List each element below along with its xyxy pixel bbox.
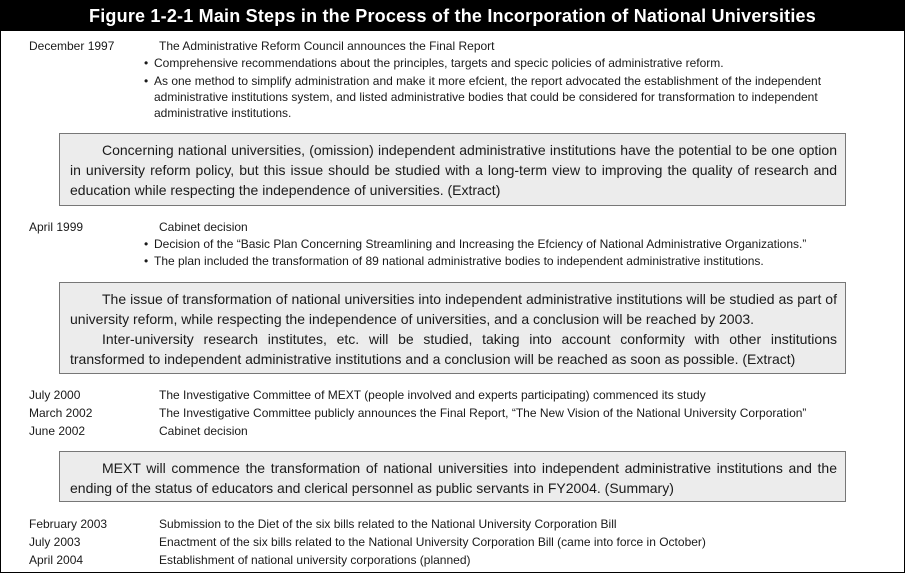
timeline-entry <box>1 405 904 421</box>
quote-box <box>59 282 846 374</box>
entry-event: Enactment of the six bills related to the National University Corporation Bill (came into force in October) <box>159 535 706 549</box>
quote-box <box>59 133 846 206</box>
bullet-item: • The plan included the transformation of 89 national administrative bodies to independent administrative institutions. <box>144 253 892 269</box>
entry-event: Establishment of national university corporations (planned) <box>159 553 471 567</box>
entry-event: Cabinet decision <box>159 424 248 438</box>
timeline-entry <box>1 387 904 403</box>
entry-date: July 2003 <box>29 535 81 549</box>
bullet-item: • Decision of the “Basic Plan Concerning Streamlining and Increasing the Efciency of National Administrative Organizations.” <box>144 236 892 252</box>
timeline-entry <box>1 552 904 568</box>
entry-date: July 2000 <box>29 388 81 402</box>
quote-text: Concerning national universities, (omission) independent administrative institutions have the potential to be one option in university reform policy, but this issue should be studied with a long-term view to improving the quality of research and education while respecting the independence of universities. (Extract) <box>70 142 837 198</box>
timeline-entry <box>1 38 904 54</box>
quote-box <box>59 451 846 502</box>
quote-text: MEXT will commence the transformation of national universities into independent administrative institutions and the ending of the status of educators and clerical personnel as public servants in FY2004. (Summary) <box>70 460 837 496</box>
bullet-item: • Comprehensive recommendations about the principles, targets and specic policies of administrative reform. <box>144 55 892 71</box>
bullet-item: • As one method to simplify administration and make it more efcient, the report advocated the establishment of the independent administrative institutions system, and listed administrative bodies that could be considered for transformation to independent administrative institutions. <box>144 73 892 121</box>
timeline-entry <box>1 534 904 550</box>
entry-date: February 2003 <box>29 517 108 531</box>
entry-date: April 1999 <box>29 220 84 234</box>
entry-event: Submission to the Diet of the six bills related to the National University Corporation Bill <box>159 517 617 531</box>
figure-content <box>1 31 904 568</box>
entry-bullets <box>1 55 904 121</box>
figure-title: Figure 1-2-1 Main Steps in the Process of the Incorporation of National Universities <box>1 1 904 31</box>
entry-event: The Investigative Committee publicly announces the Final Report, “The New Vision of the National University Corporation” <box>159 406 807 420</box>
entry-date: June 2002 <box>29 424 86 438</box>
entry-event: Cabinet decision <box>159 220 248 234</box>
entry-date: April 2004 <box>29 553 84 567</box>
entry-event: The Administrative Reform Council announces the Final Report <box>159 39 495 53</box>
timeline-entry <box>1 423 904 439</box>
timeline-entry <box>1 219 904 235</box>
entry-date: March 2002 <box>29 406 93 420</box>
entry-bullets <box>1 236 904 269</box>
entry-event: The Investigative Committee of MEXT (people involved and experts participating) commenced its study <box>159 388 706 402</box>
quote-text: The issue of transformation of national universities into independent administrative institutions will be studied as part of university reform, while respecting the independence of universities, and a conclusion will be reached by 2003. <box>70 291 837 327</box>
entry-date: December 1997 <box>29 39 115 53</box>
timeline-entry <box>1 516 904 532</box>
quote-text: Inter-university research institutes, etc. will be studied, taking into account conformity with other institutions transformed to independent administrative institutions and a conclusion will be reached as soon as possible. (Extract) <box>70 331 837 367</box>
